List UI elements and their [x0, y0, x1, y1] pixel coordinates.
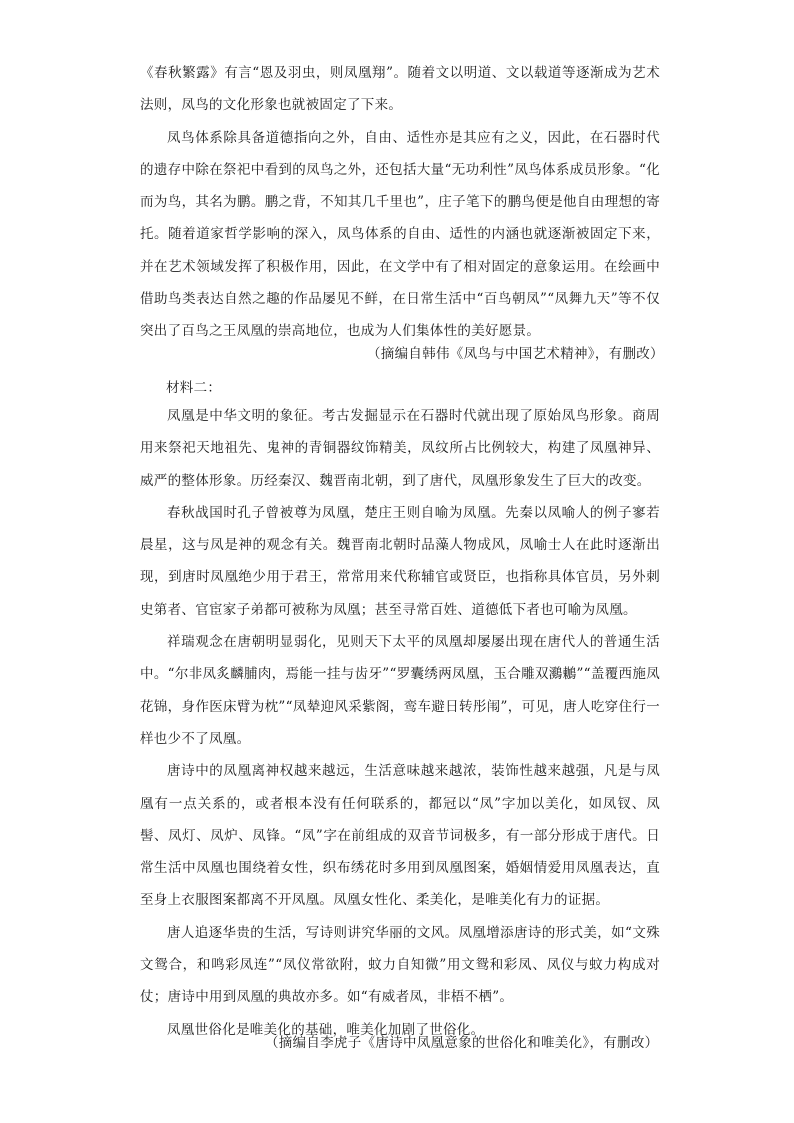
material2-body	[140, 400, 660, 1046]
material1-paragraph-1: 《春秋繁露》有言“恩及羽虫，则凤凰翔”。随着文以明道、文以载道等逐渐成为艺术法则，凤鸟的文化形象也就被固定了下来。	[140, 65, 660, 114]
material1-source: （摘编自韩伟《凤鸟与中国艺术精神》，有删改）	[367, 346, 664, 362]
material1-paragraph-2: 凤鸟体系除具备道德指向之外，自由、适性亦是其应有之义，因此，在石器时代的遗存中除在祭祀中看到的凤鸟之外，还包括大量“无功利性”凤鸟体系成员形象。“化而为鸟，其名为鹏。鹏之背，不知其几千里也”，庄子笔下的鹏鸟便是他自由理想的寄托。随着道家哲学影响的深入，凤鸟体系的自由、适性的内涵也就逐渐被固定下来，并在艺术领域发挥了积极作用，因此，在文学中有了相对固定的意象运用。在绘画中借助鸟类表达自然之趣的作品屡见不鲜，在日常生活中“百鸟朝凤”“凤舞九天”等不仅突出了百鸟之王凤凰的崇高地位，也成为人们集体性的美好愿景。	[140, 129, 660, 340]
material2-paragraph-2: 春秋战国时孔子曾被尊为凤凰，楚庄王则自喻为凤凰。先秦以凤喻人的例子寥若晨星，这与凤是神的观念有关。魏晋南北朝时品藻人物成风，凤喻士人在此时逐渐出现，到唐时凤凰绝少用于君王，常常用来代称辅官或贤臣，也指称具体官员，另外刺史第者、官宦家子弟都可被称为凤凰；甚至寻常百姓、道德低下者也可喻为凤凰。	[140, 504, 660, 618]
material2-heading: 材料二：	[166, 380, 222, 396]
material2-paragraph-4: 唐诗中的凤凰离神权越来越远，生活意味越来越浓，装饰性越来越强，凡是与凤凰有一点关系的，或者根本没有任何联系的，都冠以“凤”字加以美化，如凤钗、凤髻、凤灯、凤炉、凤锋。“凤”字在前组成的双音节词极多，有一部分形成于唐代。日常生活中凤凰也围绕着女性，织布绣花时多用到凤凰图案，婚姻情爱用凤凰表达，直至身上衣服图案都离不开凤凰。凤凰女性化、柔美化，是唯美化有力的证据。	[140, 763, 660, 909]
material2-source: （摘编自李虎子《唐诗中凤凰意象的世俗化和唯美化》，有删改）	[265, 1035, 659, 1051]
material2-paragraph-5: 唐人追逐华贵的生活，写诗则讲究华丽的文风。凤凰增添唐诗的形式美，如“文殊文鸳合，和鸣彩凤连”“凤仪常欲附，蚊力自知微”用文鸳和彩凤、凤仪与蚊力构成对仗；唐诗中用到凤凰的典故亦多。如“有威者凤，非梧不栖”。	[140, 924, 660, 1006]
material2-paragraph-1: 凤凰是中华文明的象征。考古发掘显示在石器时代就出现了原始凤鸟形象。商周用来祭祀天地祖先、鬼神的青铜器纹饰精美，凤纹所占比例较大，构建了凤凰神异、威严的整体形象。历经秦汉、魏晋南北朝，到了唐代，凤凰形象发生了巨大的改变。	[140, 408, 660, 489]
material2-paragraph-6: 凤凰世俗化是唯美化的基础，唯美化加剧了世俗化。	[167, 1021, 485, 1038]
material2-paragraph-3: 祥瑞观念在唐朝明显弱化，见则天下太平的凤凰却屡屡出现在唐代人的普通生活中。“尔非凤炙麟脯肉，焉能一挂与齿牙”“罗囊绣两凤凰，玉合雕双鸂鶒”“盖覆西施凤花锦，身作医床臂为枕”“凤辇迎风采紫阁，鸾车避日转彤闱”，可见，唐人吃穿住行一样也少不了凤凰。	[140, 634, 660, 747]
material1-body	[140, 57, 660, 348]
